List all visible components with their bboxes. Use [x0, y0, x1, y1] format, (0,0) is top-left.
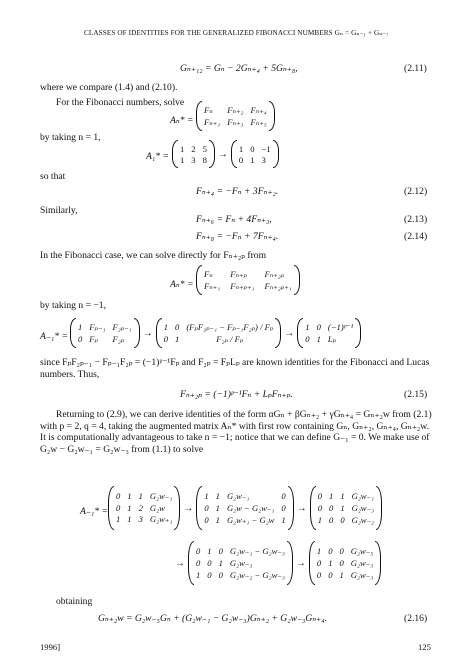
matrix-am1-b: 1 0 (FₚF₂ₚ₋₁ − Fₚ₋₁F₂ₚ) / Fₚ 0 1 F₂ₚ / Fₚ — [163, 321, 274, 344]
matrix-label-a1: A₁* = — [146, 151, 169, 162]
paragraph-so-that: so that — [40, 171, 66, 182]
paragraph-fibonacci-case: In the Fibonacci case, we can solve directly for Fₙ₊₂ₚ from — [40, 250, 267, 261]
equation-2-15: Fₙ₊₂ₚ = (−1)ᵖ⁻¹Fₙ + LₚFₙ₊ₚ. — [180, 389, 293, 400]
paragraph-returning: Returning to (2.9), we can derive identities of the form αGₙ + βGₙ₊₂ + γGₙ₊₄ = Gₙ₊₂w from (2.1) with p = 2, q = 4, taking the augmented matrix Aₙ* with first row containing Gₙ, Gₙ₊₂, Gₙ₊₄, Gₙ₊₂w. It is computationally advantageous to take n = −1; notice that we can define G₋₁ = 0. We make use of G₂w − G₂w₋₁ = G₂w₋₃ from (1.1) to solve — [40, 409, 432, 456]
matrix-b-row2 — [172, 541, 381, 585]
matrix-am1-chain — [70, 318, 361, 348]
paragraph-obtaining: obtaining — [56, 596, 93, 607]
equation-number-2-11: (2.11) — [404, 63, 427, 74]
equation-number-2-14: (2.14) — [404, 231, 428, 242]
equation-2-11: Gₙ₊₁₂ = Gₙ − 2Gₙ₊₄ + 5Gₙ₊₈, — [180, 63, 298, 74]
equation-number-2-16: (2.16) — [404, 613, 428, 624]
matrix-label-an-2p: Aₙ* = — [170, 279, 194, 290]
equation-number-2-13: (2.13) — [404, 214, 428, 225]
equation-2-13: Fₙ₊₆ = Fₙ + 4Fₙ₊₃, — [196, 214, 272, 225]
equation-number-2-15: (2.15) — [404, 389, 428, 400]
equation-2-12: Fₙ₊₄ = −Fₙ + 3Fₙ₊₂. — [196, 186, 279, 197]
arrow-icon: → — [295, 557, 306, 569]
paragraph-compare: where we compare (1.4) and (2.10). — [40, 82, 178, 93]
page-number: 125 — [418, 642, 431, 652]
paragraph-taking-nm1: by taking n = −1, — [40, 300, 106, 311]
matrix-b5: 1 0 0 G₂w₋₅ 0 1 0 G₂w₋₃ 0 0 1 G₂w₋₃ — [316, 545, 374, 580]
paragraph-similarly: Similarly, — [40, 205, 78, 216]
matrix-b4: 0 1 0 G₂w₋₁ − G₂w₋₃ 0 0 1 G₂w₋₃ 1 0 0 G₂w₋₂ − G₂w₋₃ — [196, 545, 285, 580]
matrix-am1-c: 1 0 (−1)ᵖ⁻¹ 0 1 Lₚ — [305, 321, 354, 344]
matrix-an — [196, 101, 275, 131]
matrix-b1: 0 1 1 G₂w₋₁ 0 1 2 G₂w 1 1 3 G₂w₊₁ — [116, 491, 173, 524]
matrix-an-cells: Fₙ Fₙ₊₂ Fₙ₊₄ Fₙ₊₁ Fₙ₊₃ Fₙ₊₅ — [204, 104, 267, 127]
matrix-a1-right: 1 0 −1 0 1 3 — [238, 143, 271, 165]
arrow-icon: → — [284, 327, 295, 339]
matrix-label-an: Aₙ* = — [170, 115, 194, 126]
matrix-label-am1: A₋₁* = — [40, 331, 68, 342]
matrix-b-row1 — [108, 486, 382, 530]
running-header: CLASSES OF IDENTITIES FOR THE GENERALIZED FIBONACCI NUMBERS Gₙ = Gₙ₋₁ + Gₙ₋ᵣ — [84, 29, 389, 37]
matrix-b2: 1 1 G₂w₋₁ 0 0 1 G₂w − G₂w₋₁ 0 0 1 G₂w₊₁ − G₂w 1 — [204, 490, 286, 525]
arrow-icon: → — [183, 502, 194, 514]
matrix-b3: 0 1 1 G₂w₋₁ 0 0 1 G₂w₋₃ 1 0 0 G₂w₋₂ — [317, 490, 375, 525]
footer-year: 1996] — [40, 642, 61, 652]
matrix-label-b: A₋₁* = — [80, 506, 108, 517]
equation-number-2-12: (2.12) — [404, 186, 428, 197]
matrix-an-2p: Fₙ Fₙ₊ₚ Fₙ₊₂ₚ Fₙ₊₁ Fₙ₊ₚ₊₁ Fₙ₊₂ₚ₊₁ — [196, 265, 300, 295]
paragraph-fibonacci-solve: For the Fibonacci numbers, solve — [56, 97, 185, 108]
arrow-icon: → — [217, 148, 228, 160]
matrix-am1-a: 1 Fₚ₋₁ F₂ₚ₋₁ 0 Fₚ F₂ₚ — [78, 321, 132, 344]
arrow-icon: → — [142, 327, 153, 339]
arrow-icon: → — [175, 557, 185, 569]
equation-2-14: Fₙ₊₈ = −Fₙ + 7Fₙ₊₄. — [196, 231, 279, 242]
matrix-a1-left: 1 2 5 1 3 8 → 1 0 −1 0 1 3 — [172, 140, 279, 168]
equation-2-16: Gₙ₊₂w = G₂w₋₅Gₙ + (G₂w₋₁ − G₂w₋₃)Gₙ₊₂ + G₂w₋₃Gₙ₊₄. — [98, 613, 327, 624]
paragraph-taking-n1: by taking n = 1, — [40, 132, 101, 143]
paragraph-since: since FₚF₂ₚ₋₁ − Fₚ₋₁F₂ₚ = (−1)ᵖ⁻¹Fₚ and F₂ₚ = FₚLₚ are known identities for the Fibonacci and Lucas numbers. Thus, — [40, 357, 430, 380]
arrow-icon: → — [296, 502, 307, 514]
